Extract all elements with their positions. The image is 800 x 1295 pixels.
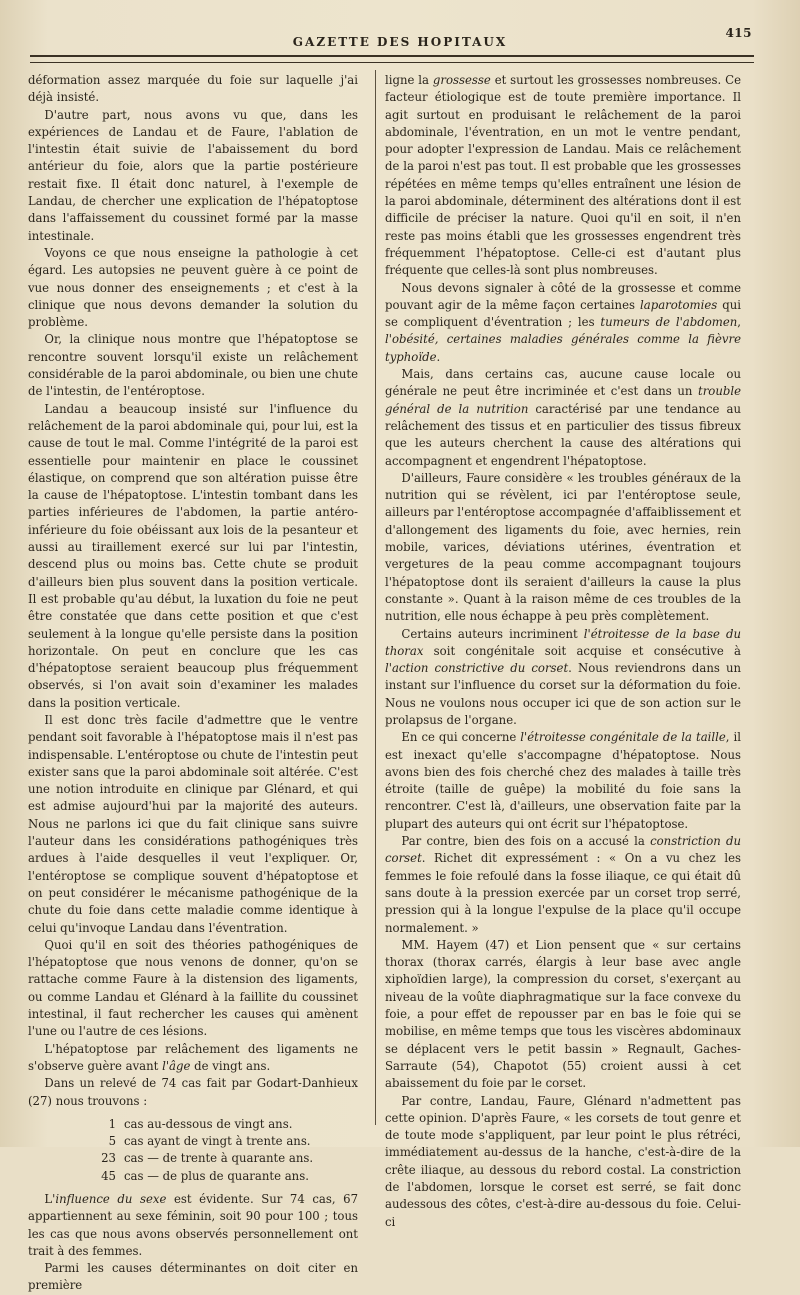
stat-label: cas ayant de vingt à trente ans.	[124, 1134, 311, 1149]
text-run: Par contre, bien des fois on a accusé la	[401, 834, 651, 849]
text-run: En ce qui concerne	[401, 730, 521, 745]
italic-run: laparotomies	[640, 297, 718, 312]
stat-label: cas au-dessous de vingt ans.	[124, 1116, 293, 1131]
italic-run: l'étroitesse congénitale de la taille	[520, 730, 726, 745]
text-run: Mais, dans certains cas, aucune cause locale ou générale ne peut être incriminée et c'est dans un	[385, 367, 741, 399]
paragraph: Or, la clinique nous montre que l'hépatoptose se rencontre souvent lorsqu'il existe un relâchement considérable de la paroi abdominale, ou bien une chute de l'intestin, de l'entéroptose.	[28, 332, 358, 399]
header-rule-thick	[30, 55, 754, 57]
paragraph	[385, 833, 741, 937]
italic-run: influence du sexe	[55, 1192, 167, 1206]
left-column	[28, 72, 358, 1295]
paragraph	[385, 280, 741, 366]
text-run: . Nous reviendrons dans un instant sur l'influence du corset sur la déformation du foie. Nous ne voulons nous occuper ici que de son action sur le prolapsus de l'organe.	[385, 661, 742, 727]
text-run: , il est inexact qu'elle s'accompagne d'hépatoptose. Nous avons bien des fois cherché chez des malades à taille très étroite (taille de guêpe) la mobilité du foie sans la rencontrer. C'est là, d'ailleurs, une observation faite par la plupart des auteurs qui ont écrit sur l'hépatoptose.	[385, 730, 741, 831]
list-item	[28, 1116, 358, 1133]
column-divider	[375, 70, 376, 1125]
list-item	[28, 1150, 358, 1167]
stat-count: 45	[101, 1168, 116, 1183]
paragraph: Voyons ce que nous enseigne la pathologie à cet égard. Les autopsies ne peuvent guère à ce point de vue nous donner des enseignements ; et c'est à la clinique que nous devons demander la solution du problème.	[28, 245, 358, 330]
paragraph: Dans un relevé de 74 cas fait par Godart-Danhieux (27) nous trouvons :	[28, 1076, 358, 1108]
paragraph: Il est donc très facile d'admettre que le ventre pendant soit favorable à l'hépatoptose mais il n'est pas indispensable. L'entéroptose ou chute de l'intestin peut exister sans que la paroi abdominale soit altérée. C'est une notion introduite en clinique par Glénard, et qui est admise aujourd'hui par la majorité des auteurs. Nous ne parlons ici que du fait clinique sans suivre l'auteur dans les considérations pathogéniques très ardues à l'aide desquelles il veut l'expliquer. Or, l'entéroptose se complique souvent d'hépatoptose et on peut considérer le mécanisme pathogénique de la chute du foie dans cette maladie comme identique à celui qu'invoque Landau dans l'éventration.	[28, 712, 358, 935]
age-statistics-list	[28, 1116, 358, 1185]
italic-run: l'action constrictive du corset	[385, 661, 569, 676]
text-run: .	[436, 349, 441, 364]
list-item	[28, 1133, 358, 1150]
stat-count: 1	[108, 1116, 116, 1131]
stat-label: cas — de trente à quarante ans.	[124, 1151, 314, 1166]
paragraph	[385, 626, 741, 730]
stat-count: 5	[108, 1134, 116, 1149]
italic-run: constriction du corset	[385, 834, 741, 866]
italic-run: l'étroitesse de la base du thorax	[385, 626, 741, 658]
text-run: caractérisé par une tendance au relâchement des tissus et en particulier des tissus fibreux que les auteurs cherchent la cause des altérations qui accompagnent et engendrent l'hépatoptose.	[385, 401, 741, 468]
italic-run: tumeurs de l'abdomen	[600, 315, 738, 330]
text-run: et surtout les grossesses nombreuses. Ce facteur étiologique est de toute première importance. Il agit surtout en produisant le relâchement de la paroi abdominale, l'éventration, en un mot le ventre pendant, pour adopter l'expression de Landau. Mais ce relâchement de la paroi n'est pas tout. Il est probable que les grossesses répétées en même temps qu'elles entraînent une lésion de la paroi abdominale, déterminent des altérations dont il est difficile de préciser la nature. Quoi qu'il en soit, il n'en reste pas moins établi que les grossesses engendrent très fréquemment l'hépatoptose. Celle-ci est d'autant plus fréquente que celles-là sont plus nombreuses.	[385, 73, 741, 278]
header-rule-thin	[30, 62, 754, 63]
list-item	[28, 1168, 358, 1185]
paragraph	[385, 72, 741, 280]
italic-run: l'obésité, certaines maladies générales comme la fièvre typhoïde	[385, 332, 741, 364]
text-run: qui se compliquent d'éventration ; les	[385, 297, 741, 330]
paragraph: déformation assez marquée du foie sur laquelle j'ai déjà insisté.	[28, 73, 358, 105]
text-run: soit congénitale soit acquise et consécutive à	[423, 643, 741, 658]
paragraph	[385, 729, 741, 833]
text-run: ligne la	[385, 73, 433, 87]
italic-run: grossesse	[432, 73, 491, 87]
stat-label: cas — de plus de quarante ans.	[124, 1168, 309, 1183]
text-run: est évidente. Sur 74 cas, 67 appartiennent au sexe féminin, soit 90 pour 100 ; tous les cas que nous avons observés personnellement ont trait à des femmes.	[28, 1192, 359, 1258]
right-column	[385, 72, 741, 1231]
paragraph: Quoi qu'il en soit des théories pathogéniques de l'hépatoptose que nous venons de donner, qu'on se rattache comme Faure à la distension des ligaments, ou comme Landau et Glénard à la faillite du coussinet intestinal, il faut rechercher les causes qui amènent l'une ou l'autre de ces lésions.	[28, 937, 358, 1039]
paragraph: Par contre, Landau, Faure, Glénard n'admettent pas cette opinion. D'après Faure, « les corsets de tout genre et de toute mode s'appliquent, par leur point le plus rétréci, immédiatement au-dessus de la hanche, c'est-à-dire de la crête iliaque, au dessous du rebord costal. La constriction de l'abdomen, lorsque le corset est serré, se fait donc audessous des côtes, c'est-à-dire au-dessous du foie. Celui-ci	[385, 1093, 741, 1229]
paragraph: Parmi les causes déterminantes on doit citer en première	[28, 1261, 358, 1293]
paragraph	[385, 366, 741, 470]
page-number: 415	[725, 26, 752, 40]
text-run: Certains auteurs incriminent	[401, 626, 584, 641]
italic-run: trouble général de la nutrition	[385, 384, 741, 416]
text-run: . Richet dit expressément : « On a vu chez les femmes le foie refoulé dans la fosse iliaque, ce qui était dû sans doute à la pression exercée par un corset trop serré, pression qui à la longue l'expulse de la place qu'il occupe normalement. »	[385, 851, 741, 935]
stat-count: 23	[101, 1151, 116, 1166]
paragraph: Landau a beaucoup insisté sur l'influence du relâchement de la paroi abdominale qui, pour lui, est la cause de tout le mal. Comme l'intégrité de la paroi est essentielle pour maintenir en place le coussinet élastique, on comprend que son altération puisse être la cause de l'hépatoptose. L'intestin tombant dans les parties inférieures de l'abdomen, la partie antéro-inférieure du foie obéissant aux lois de la pesanteur et aussi au tiraillement exercé sur lui par l'intestin, descend plus ou moins bas. Cette chute se produit d'ailleurs bien plus souvent dans la position verticale. Il est probable qu'au début, la luxation du foie ne peut être constatée que dans cette position et que c'est seulement à la longue qu'elle persiste dans la position horizontale. On peut en conclure que les cas d'hépatoptose seraient beaucoup plus fréquemment observés, si l'on avait soin d'examiner les malades dans la position verticale.	[28, 401, 358, 710]
text-run: de vingt ans.	[190, 1058, 271, 1073]
paragraph	[28, 1041, 358, 1076]
paragraph	[28, 1191, 358, 1260]
italic-run: l'âge	[162, 1058, 191, 1073]
text-run: ,	[737, 315, 742, 330]
paragraph: D'ailleurs, Faure considère « les troubles généraux de la nutrition qui se révèlent, ici par l'entéroptose seule, ailleurs par l'entéroptose accompagnée d'affaiblissement et d'allongement des ligaments du foie, avec hernies, rein mobile, varices, déviations utérines, éventration et vergetures de la peau comme accompagnant toujours l'hépatoptose dont ils seraient d'ailleurs la cause la plus constante ». Quant à la raison même de ces troubles de la nutrition, elle nous échappe à peu près complètement.	[385, 470, 741, 624]
paragraph: D'autre part, nous avons vu que, dans les expériences de Landau et de Faure, l'ablation de l'intestin était suivie de l'abaissement du bord antérieur du foie, alors que la partie postérieure restait fixe. Il était donc naturel, à l'exemple de Landau, de chercher une explication de l'hépatoptose dans l'affaissement du coussinet formé par la masse intestinale.	[28, 107, 358, 243]
text-run: Nous devons signaler à côté de la grossesse et comme pouvant agir de la même façon certaines	[385, 280, 741, 312]
text-run: L'hépatoptose par relâchement des ligaments ne s'observe guère avant	[28, 1041, 358, 1073]
text-run: L'	[44, 1192, 56, 1206]
paragraph: MM. Hayem (47) et Lion pensent que « sur certains thorax (thorax carrés, élargis à leur base avec angle xiphoïdien large), la compression du corset, s'exerçant au niveau de la voûte diaphragmatique sur la face convexe du foie, a pour effet de repousser par en bas le foie qui se mobilise, en même temps que tous les viscères abdominaux se déplacent vers le petit bassin » Regnault, Gaches-Sarraute (54), Chapotot (55) croient aussi à cet abaissement du foie par le corset.	[385, 937, 741, 1091]
running-title: GAZETTE DES HOPITAUX	[292, 35, 508, 49]
